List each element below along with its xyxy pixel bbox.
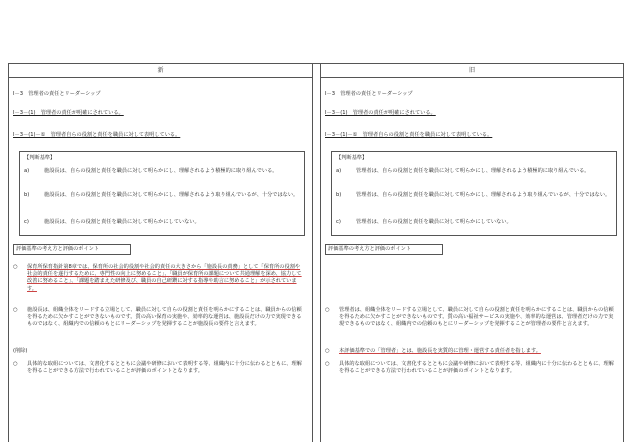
criteria-c: 施設長は、自らの役割と責任を職員に対して明らかにしていない。 (44, 219, 200, 225)
bullet-1: ○ (13, 264, 18, 270)
criteria-a: 管理者は、自らの役割と責任を職員に対して明らかにし、理解されるよう積極的に取り組んでいる。 (356, 168, 590, 174)
criteria-title: 【判断基準】 (24, 155, 56, 161)
criteria-letter-a: a) (24, 168, 30, 174)
sub-item-heading: Ⅰ－3－(1)－① 管理者自らの役割と責任を職員に対して表明している。 (13, 132, 181, 138)
section-title: Ⅰ－3 管理者の責任とリーダーシップ (13, 91, 101, 97)
para-manager-definition: 本評価基準での「管理者」とは、施設長を実質的に管理・運営する責任者を指します。 (339, 348, 541, 354)
criteria-letter-c: c) (336, 219, 341, 225)
old-column (325, 78, 619, 442)
item-heading: Ⅰ－3－(1) 管理者の責任が明確にされている。 (325, 110, 436, 116)
bullet-2: ○ (13, 307, 18, 313)
sub-item-heading: Ⅰ－3－(1)－① 管理者自らの役割と責任を職員に対して表明している。 (325, 132, 493, 138)
eval-title-box (325, 244, 443, 255)
criteria-box (331, 151, 617, 236)
bullet-3: ○ (325, 361, 330, 367)
bullet-3: ○ (13, 361, 18, 367)
bullet-note: ○ (325, 348, 330, 354)
criteria-letter-b: b) (336, 192, 342, 198)
comparison-table (8, 63, 624, 442)
new-column-header: 新 (9, 64, 312, 78)
criteria-title: 【判断基準】 (336, 155, 368, 161)
criteria-a: 施設長は、自らの役割と責任を職員に対して明らかにし、理解されるよう積極的に取り組んでいる。 (44, 168, 278, 174)
column-divider-left (312, 64, 313, 442)
deleted-note: (削除) (13, 348, 28, 354)
criteria-letter-a: a) (336, 168, 342, 174)
para-role: 管理者は、組織全体をリードする立場として、職員に対して自らの役割と責任を明らかにすることは、職員からの信頼を得るために欠かすことができないものです。質の高い福祉サービスの実施や、効率的な運営は、管理者だけの力で実現できるものではなく、組織内での信頼のもとにリーダーシップを発揮することが管理者の要件と言えます。 (339, 307, 614, 328)
eval-title: 評価基準の考え方と評価のポイント (328, 246, 412, 252)
column-divider-right (320, 64, 321, 442)
section-title: Ⅰ－3 管理者の責任とリーダーシップ (325, 91, 413, 97)
criteria-letter-c: c) (24, 219, 29, 225)
criteria-box (19, 151, 305, 236)
bullet-2: ○ (325, 307, 330, 313)
eval-title-box (13, 244, 131, 255)
new-para-guideline: 保育所保育指針第8章では、保育所の社会的役割や社会的責任の大きさから「施設長の責務」として「保育所の役割や社会的責任を遂行するために、専門性の向上に努めること」、「職員が保育所の課題について共通理解を深め、協力して改善に努めること」、「課題を踏まえた研修及び、職員の自己研鑽に対する指導や助言に努めること」が示されています。 (27, 264, 302, 292)
para-approach: 具体的な取組については、文書化するとともに会議や研修において表明する等、組織内に十分に伝わるとともに、理解を得ることができる方法で行われていることが評価のポイントとなります。 (27, 361, 302, 375)
new-column (13, 78, 307, 442)
criteria-letter-b: b) (24, 192, 30, 198)
criteria-c: 管理者は、自らの役割と責任を職員に対して明らかにしていない。 (356, 219, 512, 225)
criteria-b: 管理者は、自らの役割と責任を職員に対して明らかにし、理解されるよう取り組んでいるが、十分ではない。 (356, 192, 611, 198)
old-column-header: 旧 (321, 64, 623, 78)
eval-title: 評価基準の考え方と評価のポイント (16, 246, 100, 252)
criteria-b: 施設長は、自らの役割と責任を職員に対して明らかにし、理解されるよう取り組んでいるが、十分ではない。 (44, 192, 299, 198)
para-approach: 具体的な取組については、文書化するとともに会議や研修において表明する等、組織内に十分に伝わるとともに、理解を得ることができる方法で行われていることが評価のポイントとなります。 (339, 361, 614, 375)
para-role: 施設長は、組織全体をリードする立場として、職員に対して自らの役割と責任を明らかにすることは、職員からの信頼を得るために欠かすことができないものです。質の高い保育の実施や、効率的な運営は、施設長だけの力で実現できるものではなく、組織内での信頼のもとにリーダーシップを発揮することが施設長の要件と言えます。 (27, 307, 302, 328)
item-heading: Ⅰ－3－(1) 管理者の責任が明確にされている。 (13, 110, 124, 116)
